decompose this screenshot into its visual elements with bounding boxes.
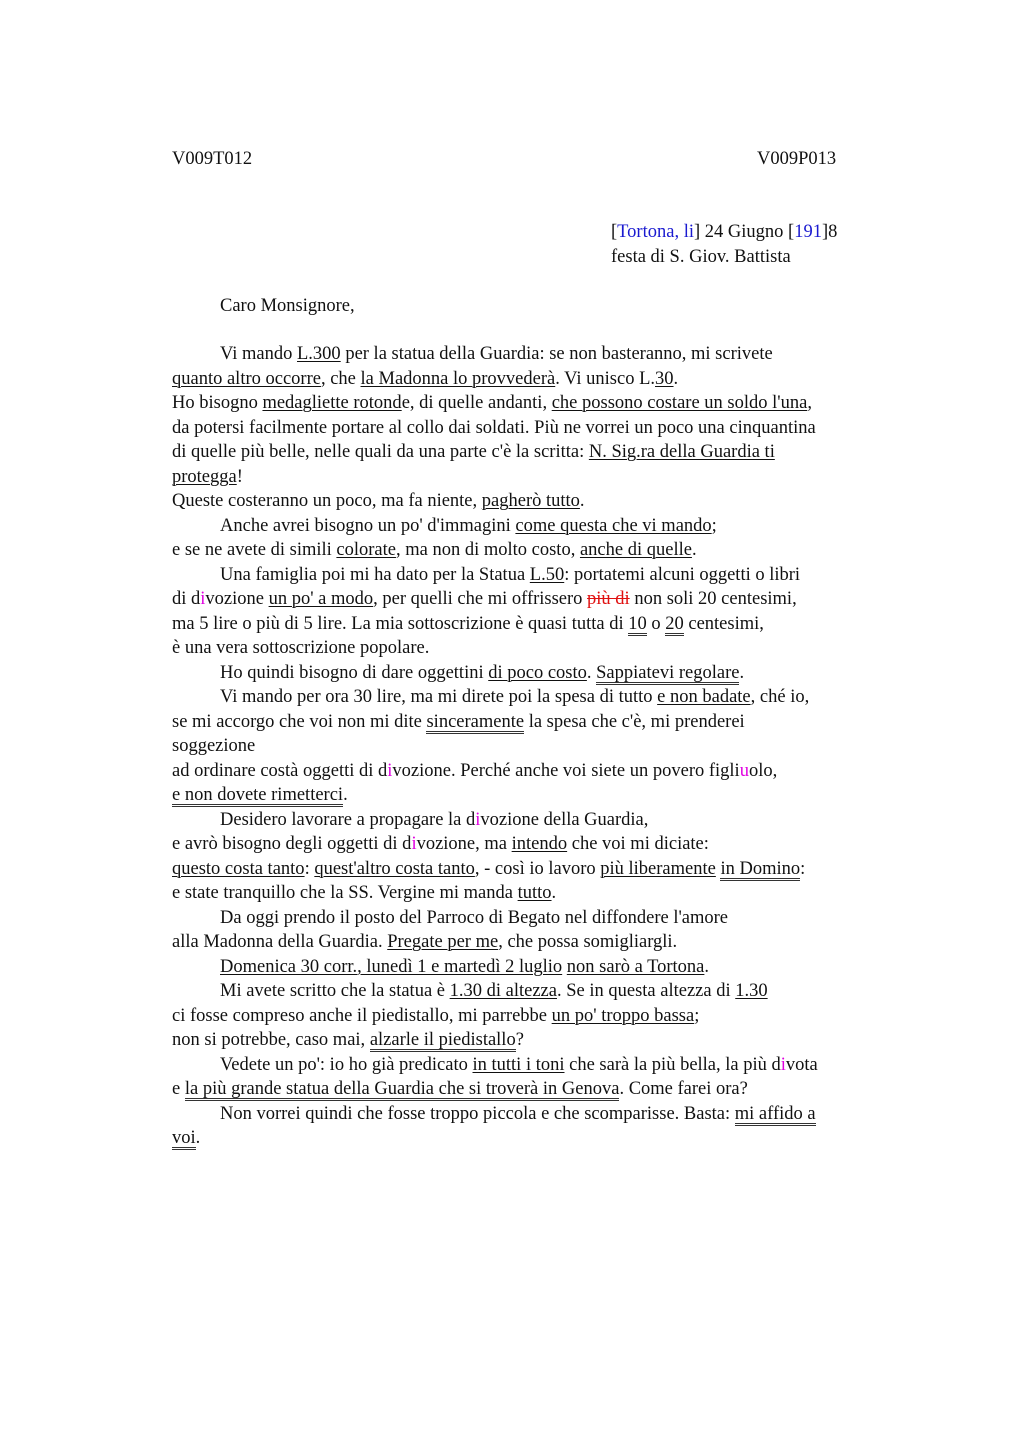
correction-mark: i bbox=[387, 760, 393, 781]
body-line: Da oggi prendo il posto del Parroco di Begato nel diffondere l'amore bbox=[220, 907, 729, 928]
body-line: ma 5 lire o più di 5 lire. La mia sottoscrizione è quasi tutta di 10 o 20 centesimi, bbox=[172, 613, 764, 634]
body-line: Anche avrei bisogno un po' d'immagini come questa che vi mando; bbox=[220, 515, 717, 536]
body-line: e la più grande statua della Guardia che si troverà in Genova. Come farei ora? bbox=[172, 1079, 748, 1099]
body-line: Ho bisogno medagliette rotonde, di quelle andanti, che possono costare un soldo l'una, bbox=[172, 393, 812, 413]
body-line: Vedete un po': io ho già predicato in tutti i toni che sarà la più bella, la più divota bbox=[220, 1054, 818, 1075]
body-line: Ho quindi bisogno di dare oggettini di poco costo. Sappiatevi regolare. bbox=[220, 662, 745, 683]
body-line: voi. bbox=[172, 1128, 201, 1148]
body-line: soggezione bbox=[172, 736, 256, 756]
body-line: è una vera sottoscrizione popolare. bbox=[172, 638, 430, 658]
deleted-text: più di bbox=[587, 589, 630, 609]
document-code-left: V009T012 bbox=[172, 149, 253, 169]
correction-mark: i bbox=[411, 834, 417, 854]
body-line: se mi accorgo che voi non mi dite sinceramente la spesa che c'è, mi prenderei bbox=[172, 711, 745, 732]
body-line: e avrò bisogno degli oggetti di divozione, ma intendo che voi mi diciate: bbox=[172, 834, 709, 854]
dateline-feast: festa di S. Giov. Battista bbox=[611, 246, 791, 267]
body-line: e se ne avete di simili colorate, ma non di molto costo, anche di quelle. bbox=[172, 540, 697, 560]
body-line: da potersi facilmente portare al collo dai soldati. Più ne vorrei un poco una cinquantina bbox=[172, 417, 816, 438]
body-line: questo costa tanto: quest'altro costa tanto, - così io lavoro più liberamente in Domino: bbox=[172, 858, 806, 879]
body-line: ci fosse compreso anche il piedistallo, mi parrebbe un po' troppo bassa; bbox=[172, 1005, 700, 1026]
body-line: Non vorrei quindi che fosse troppo piccola e che scomparisse. Basta: mi affido a bbox=[220, 1103, 816, 1124]
body-line: di quelle più belle, nelle quali da una parte c'è la scritta: N. Sig.ra della Guardia ti bbox=[172, 442, 775, 462]
body-line: Domenica 30 corr., lunedì 1 e martedì 2 luglio non sarò a Tortona. bbox=[220, 956, 710, 977]
editorial-place: Tortona, li bbox=[617, 222, 694, 242]
body-line: e non dovete rimetterci. bbox=[172, 785, 348, 805]
correction-mark: u bbox=[739, 760, 749, 781]
body-line: di divozione un po' a modo, per quelli che mi offrissero più di non soli 20 centesimi, bbox=[172, 589, 797, 609]
correction-mark: i bbox=[200, 589, 206, 609]
body-line: e state tranquillo che la SS. Vergine mi manda tutto. bbox=[172, 883, 557, 903]
body-line: protegga! bbox=[172, 466, 243, 487]
body-line: Desidero lavorare a propagare la divozione della Guardia, bbox=[220, 809, 649, 830]
body-line: Vi mando L.300 per la statua della Guardia: se non basteranno, mi scrivete bbox=[220, 344, 773, 364]
salutation: Caro Monsignore, bbox=[220, 296, 355, 316]
body-line: alla Madonna della Guardia. Pregate per me, che possa somigliargli. bbox=[172, 932, 678, 952]
correction-mark: i bbox=[475, 809, 481, 830]
editorial-year: 191 bbox=[794, 222, 822, 242]
body-line: Mi avete scritto che la statua è 1.30 di altezza. Se in questa altezza di 1.30 bbox=[220, 981, 768, 1001]
correction-mark: i bbox=[780, 1054, 786, 1075]
body-line: Una famiglia poi mi ha dato per la Statua L.50: portatemi alcuni oggetti o libri bbox=[220, 564, 801, 585]
document-code-right: V009P013 bbox=[757, 149, 837, 169]
body-line: non si potrebbe, caso mai, alzarle il piedistallo? bbox=[172, 1030, 524, 1050]
body-line: ad ordinare costà oggetti di divozione. Perché anche voi siete un povero figliuolo, bbox=[172, 760, 778, 781]
dateline-place-date: [Tortona, li] 24 Giugno [191]8 bbox=[611, 222, 838, 242]
dateline bbox=[611, 220, 837, 269]
body-line: quanto altro occorre, che la Madonna lo provvederà. Vi unisco L.30. bbox=[172, 368, 679, 389]
body-line: Queste costeranno un poco, ma fa niente, pagherò tutto. bbox=[172, 491, 585, 511]
body-line: Vi mando per ora 30 lire, ma mi direte poi la spesa di tutto e non badate, ché io, bbox=[220, 687, 810, 707]
letter-body bbox=[172, 342, 892, 1151]
